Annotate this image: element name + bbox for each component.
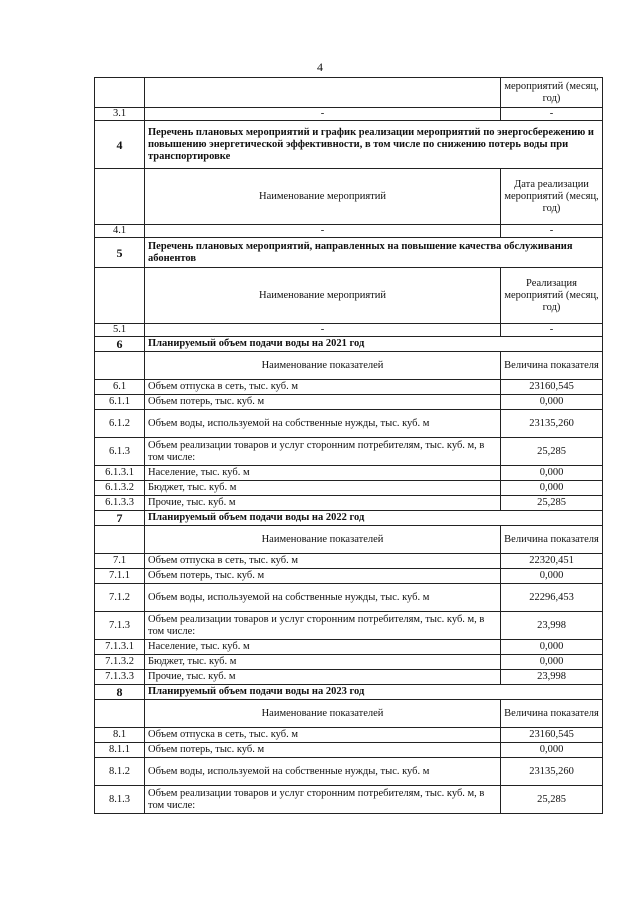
indicator-value-cell: 23160,545 [501, 728, 603, 743]
table-row [95, 324, 603, 337]
row-number-cell [95, 352, 145, 380]
indicator-value-cell: 0,000 [501, 395, 603, 410]
table-row [95, 612, 603, 640]
section-title-cell: Перечень плановых мероприятий и график реализации мероприятий по энергосбережению и повышению энергетической эффективности, в том числе по снижению потерь воды при транспортировке [145, 121, 603, 169]
row-number-cell: 6.1.3.2 [95, 481, 145, 496]
section-row [95, 337, 603, 352]
section-title-cell: Перечень плановых мероприятий, направленных на повышение качества обслуживания абонентов [145, 238, 603, 268]
indicator-name-cell: Население, тыс. куб. м [145, 640, 501, 655]
indicator-value-cell: 0,000 [501, 481, 603, 496]
indicator-value-cell: 22320,451 [501, 554, 603, 569]
table-row [95, 670, 603, 685]
row-number-cell [95, 526, 145, 554]
column-header-name: Наименование показателей [145, 352, 501, 380]
row-number-cell: 6.1.2 [95, 410, 145, 438]
table-row [95, 786, 603, 814]
indicator-value-cell: 25,285 [501, 496, 603, 511]
table-row [95, 728, 603, 743]
document-table-body [95, 78, 603, 814]
row-number-cell: 7.1.3.2 [95, 655, 145, 670]
column-header-name: Наименование мероприятий [145, 268, 501, 324]
row-number-cell: 6.1.3.3 [95, 496, 145, 511]
column-header-value: Величина показателя [501, 700, 603, 728]
row-number-cell: 7.1.3.3 [95, 670, 145, 685]
column-header-value: Дата реализации мероприятий (месяц, год) [501, 169, 603, 225]
row-number-cell [95, 78, 145, 108]
indicator-name-cell: Объем отпуска в сеть, тыс. куб. м [145, 380, 501, 395]
row-number-cell: 4.1 [95, 225, 145, 238]
value-cell: - [501, 108, 603, 121]
indicator-name-cell: Объем отпуска в сеть, тыс. куб. м [145, 554, 501, 569]
table-row [95, 466, 603, 481]
row-number-cell: 8.1.3 [95, 786, 145, 814]
row-number-cell [95, 169, 145, 225]
value-cell: - [501, 225, 603, 238]
column-header-row [95, 526, 603, 554]
indicator-value-cell: 23135,260 [501, 410, 603, 438]
row-number-cell: 7.1 [95, 554, 145, 569]
table-row [95, 554, 603, 569]
indicator-value-cell: 22296,453 [501, 584, 603, 612]
table-row [95, 640, 603, 655]
indicator-name-cell: Прочие, тыс. куб. м [145, 670, 501, 685]
table-row [95, 584, 603, 612]
table-row [95, 108, 603, 121]
table-row [95, 78, 603, 108]
section-title-cell: Планируемый объем подачи воды на 2022 год [145, 511, 603, 526]
row-number-cell: 3.1 [95, 108, 145, 121]
row-number-cell: 5.1 [95, 324, 145, 337]
indicator-value-cell: 25,285 [501, 786, 603, 814]
name-cell [145, 78, 501, 108]
table-row [95, 481, 603, 496]
name-cell: - [145, 108, 501, 121]
section-number-cell: 7 [95, 511, 145, 526]
row-number-cell: 6.1.3 [95, 438, 145, 466]
indicator-value-cell: 0,000 [501, 466, 603, 481]
indicator-name-cell: Объем реализации товаров и услуг сторонним потребителям, тыс. куб. м, в том числе: [145, 786, 501, 814]
value-cell: мероприятий (месяц, год) [501, 78, 603, 108]
indicator-name-cell: Бюджет, тыс. куб. м [145, 655, 501, 670]
row-number-cell: 7.1.3 [95, 612, 145, 640]
indicator-name-cell: Население, тыс. куб. м [145, 466, 501, 481]
indicator-name-cell: Объем воды, используемой на собственные нужды, тыс. куб. м [145, 410, 501, 438]
document-table [94, 77, 603, 814]
indicator-name-cell: Объем потерь, тыс. куб. м [145, 743, 501, 758]
column-header-row [95, 169, 603, 225]
section-row [95, 685, 603, 700]
table-row [95, 438, 603, 466]
table-row [95, 758, 603, 786]
indicator-value-cell: 23,998 [501, 612, 603, 640]
indicator-name-cell: Объем реализации товаров и услуг сторонним потребителям, тыс. куб. м, в том числе: [145, 438, 501, 466]
indicator-value-cell: 23160,545 [501, 380, 603, 395]
column-header-value: Реализация мероприятий (месяц, год) [501, 268, 603, 324]
indicator-name-cell: Объем воды, используемой на собственные нужды, тыс. куб. м [145, 758, 501, 786]
section-number-cell: 5 [95, 238, 145, 268]
section-row [95, 121, 603, 169]
name-cell: - [145, 225, 501, 238]
section-row [95, 511, 603, 526]
column-header-row [95, 700, 603, 728]
indicator-name-cell: Объем реализации товаров и услуг сторонним потребителям, тыс. куб. м, в том числе: [145, 612, 501, 640]
indicator-value-cell: 0,000 [501, 655, 603, 670]
column-header-value: Величина показателя [501, 526, 603, 554]
column-header-value: Величина показателя [501, 352, 603, 380]
row-number-cell: 8.1.1 [95, 743, 145, 758]
row-number-cell [95, 268, 145, 324]
row-number-cell [95, 700, 145, 728]
row-number-cell: 6.1.3.1 [95, 466, 145, 481]
indicator-name-cell: Бюджет, тыс. куб. м [145, 481, 501, 496]
table-row [95, 569, 603, 584]
row-number-cell: 8.1 [95, 728, 145, 743]
table-row [95, 655, 603, 670]
row-number-cell: 8.1.2 [95, 758, 145, 786]
section-title-cell: Планируемый объем подачи воды на 2021 год [145, 337, 603, 352]
column-header-name: Наименование мероприятий [145, 169, 501, 225]
indicator-name-cell: Объем отпуска в сеть, тыс. куб. м [145, 728, 501, 743]
column-header-name: Наименование показателей [145, 526, 501, 554]
indicator-value-cell: 23135,260 [501, 758, 603, 786]
indicator-name-cell: Объем воды, используемой на собственные нужды, тыс. куб. м [145, 584, 501, 612]
page-number: 4 [317, 60, 323, 74]
row-number-cell: 7.1.3.1 [95, 640, 145, 655]
section-number-cell: 4 [95, 121, 145, 169]
indicator-value-cell: 0,000 [501, 640, 603, 655]
indicator-value-cell: 25,285 [501, 438, 603, 466]
table-row [95, 410, 603, 438]
row-number-cell: 7.1.1 [95, 569, 145, 584]
row-number-cell: 6.1 [95, 380, 145, 395]
indicator-name-cell: Объем потерь, тыс. куб. м [145, 569, 501, 584]
section-number-cell: 6 [95, 337, 145, 352]
section-title-cell: Планируемый объем подачи воды на 2023 год [145, 685, 603, 700]
value-cell: - [501, 324, 603, 337]
indicator-name-cell: Объем потерь, тыс. куб. м [145, 395, 501, 410]
table-row [95, 743, 603, 758]
column-header-name: Наименование показателей [145, 700, 501, 728]
name-cell: - [145, 324, 501, 337]
indicator-value-cell: 0,000 [501, 743, 603, 758]
column-header-row [95, 352, 603, 380]
indicator-name-cell: Прочие, тыс. куб. м [145, 496, 501, 511]
table-row [95, 380, 603, 395]
section-number-cell: 8 [95, 685, 145, 700]
indicator-value-cell: 23,998 [501, 670, 603, 685]
row-number-cell: 7.1.2 [95, 584, 145, 612]
column-header-row [95, 268, 603, 324]
indicator-value-cell: 0,000 [501, 569, 603, 584]
table-row [95, 225, 603, 238]
row-number-cell: 6.1.1 [95, 395, 145, 410]
section-row [95, 238, 603, 268]
table-row [95, 395, 603, 410]
table-row [95, 496, 603, 511]
